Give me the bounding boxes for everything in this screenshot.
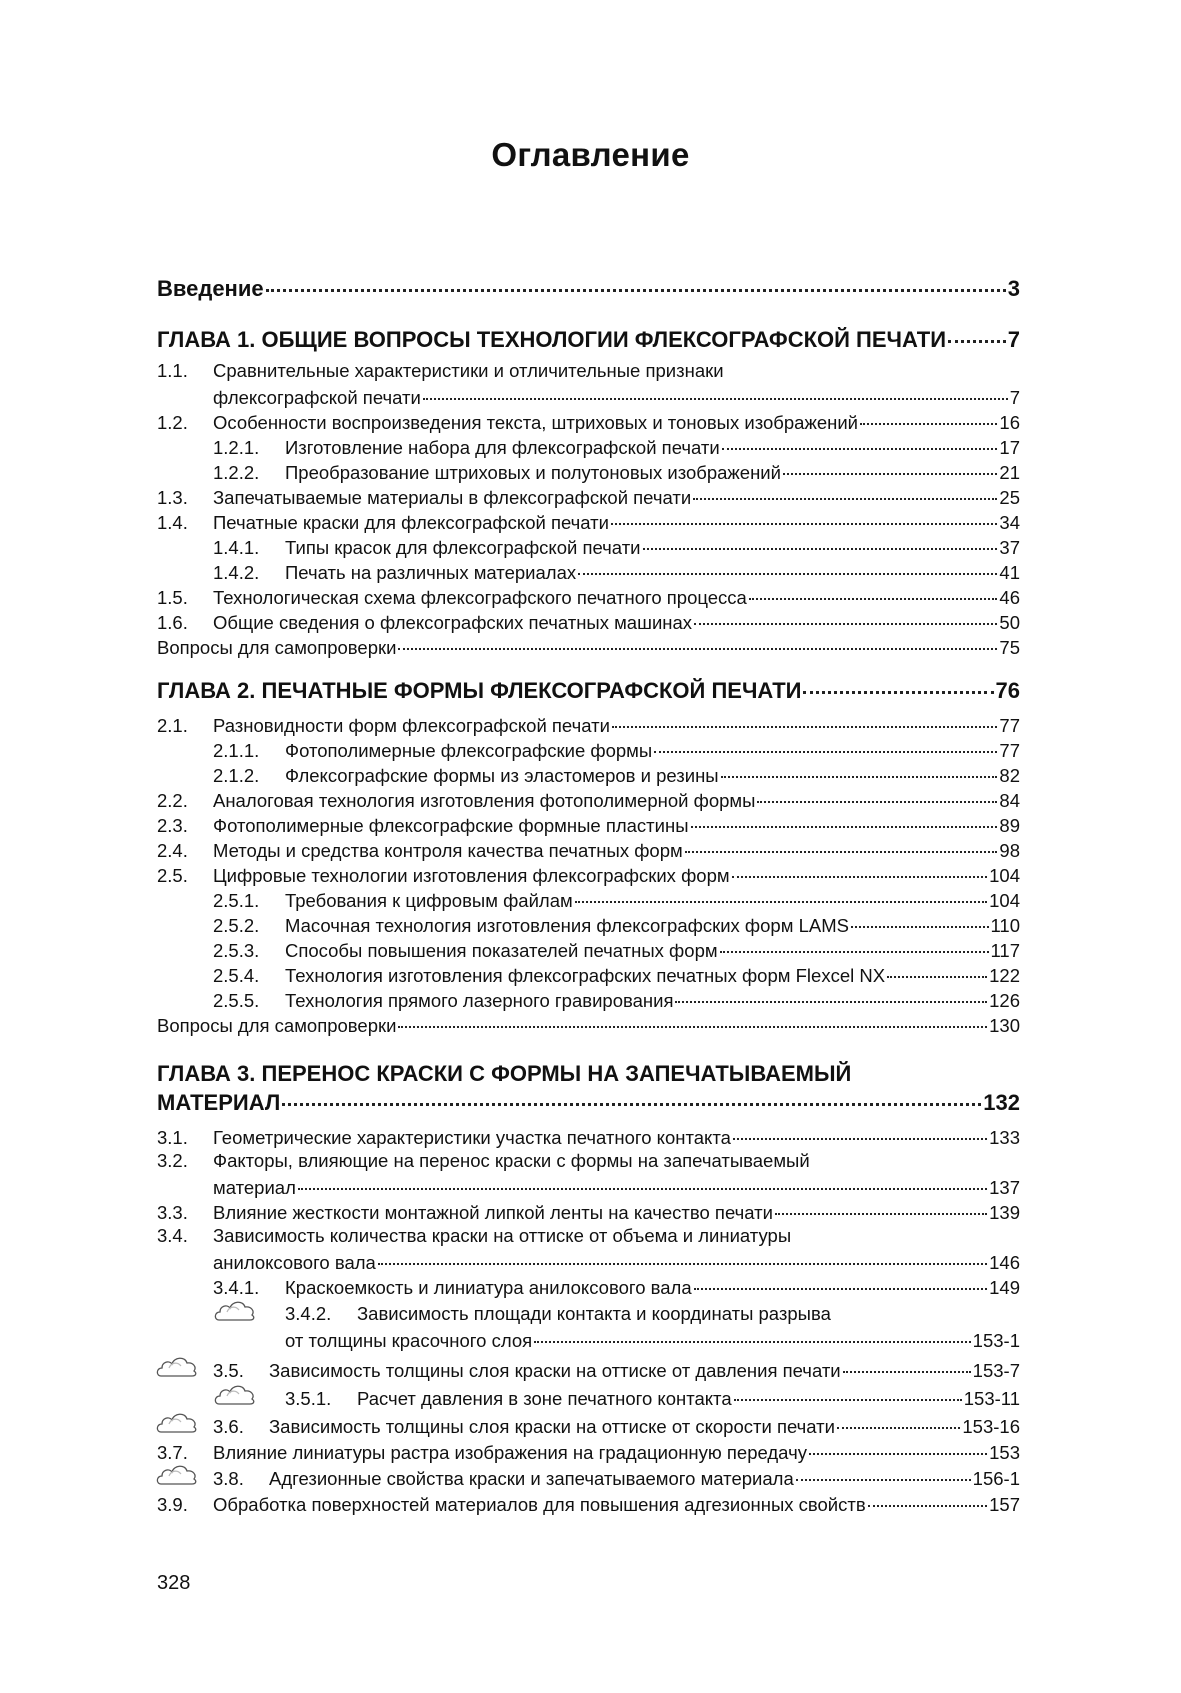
dot-leader [578,560,997,579]
toc-entry-questions-1[interactable]: Вопросы для самопроверки 75 [157,636,1020,658]
dot-leader [693,485,997,504]
dot-leader [851,913,989,932]
toc-entry-2-5-2[interactable]: 2.5.2. Масочная технология изготовления флексографских форм LAMS 110 [213,914,1020,936]
dot-leader [775,1200,987,1219]
dot-leader [266,274,1006,296]
toc-entry-1-1-cont[interactable]: флексографской печати 7 [213,386,1020,408]
dot-leader [612,713,997,732]
dot-leader [298,1175,987,1194]
dot-leader [948,325,1006,347]
toc-entry-2-1-2[interactable]: 2.1.2. Флексографские формы из эластомеров и резины 82 [213,764,1020,786]
dot-leader [809,1440,987,1459]
toc-entry-1-4-2[interactable]: 1.4.2. Печать на различных материалах 41 [213,561,1020,583]
toc-entry-1-6[interactable]: 1.6. Общие сведения о флексографских печатных машинах 50 [157,611,1020,633]
dot-leader [733,1125,987,1144]
toc-entry-3-4[interactable]: 3.4. Зависимость количества краски на оттиске от объема и линиатуры [157,1225,792,1246]
dot-leader [423,385,1008,404]
dot-leader [643,535,998,554]
dot-leader [575,888,987,907]
toc-entry-3-5[interactable]: 3.5. Зависимость толщины слоя краски на оттиске от давления печати 153-7 [213,1359,1020,1381]
dot-leader [843,1358,971,1377]
dot-leader [868,1492,987,1511]
dot-leader [691,813,998,832]
toc-entry-3-2[interactable]: 3.2. Факторы, влияющие на перенос краски с формы на запечатываемый [157,1150,810,1171]
dot-leader [694,1275,988,1294]
toc-entry-intro[interactable]: Введение 3 [157,276,1020,301]
toc-entry-1-2-1[interactable]: 1.2.1. Изготовление набора для флексографской печати 17 [213,436,1020,458]
toc-entry-2-5-1[interactable]: 2.5.1. Требования к цифровым файлам 104 [213,889,1020,911]
toc-entry-3-5-1[interactable]: 3.5.1. Расчет давления в зоне печатного контакта 153-11 [285,1387,1020,1409]
toc-entry-1-2-2[interactable]: 1.2.2. Преобразование штриховых и полутоновых изображений 21 [213,461,1020,483]
toc-entry-2-2[interactable]: 2.2. Аналоговая технология изготовления фотополимерной формы 84 [157,789,1020,811]
dot-leader [757,788,997,807]
toc-entry-3-8[interactable]: 3.8. Адгезионные свойства краски и запечатываемого материала 156-1 [213,1467,1020,1489]
toc-entry-3-4-1[interactable]: 3.4.1. Краскоемкость и линиатура анилоксового вала 149 [213,1276,1020,1298]
dot-leader [749,585,998,604]
toc-entry-2-5[interactable]: 2.5. Цифровые технологии изготовления флексографских форм 104 [157,864,1020,886]
toc-entry-3-2-cont[interactable]: материал 137 [213,1176,1020,1198]
dot-leader [534,1328,971,1347]
dot-leader [734,1386,962,1405]
toc-entry-2-3[interactable]: 2.3. Фотополимерные флексографские формные пластины 89 [157,814,1020,836]
toc-entry-1-4[interactable]: 1.4. Печатные краски для флексографской печати 34 [157,511,1020,533]
page-title: Оглавление [491,136,690,173]
toc-entry-3-7[interactable]: 3.7. Влияние линиатуры растра изображения на градационную передачу 153 [157,1441,1020,1463]
toc-chapter-3-cont[interactable]: МАТЕРИАЛ 132 [157,1090,1020,1115]
dot-leader [694,610,997,629]
dot-leader [654,738,997,757]
toc-entry-2-5-5[interactable]: 2.5.5. Технология прямого лазерного гравирования 126 [213,989,1020,1011]
dot-leader [685,838,998,857]
dot-leader [860,410,997,429]
dot-leader [722,435,998,454]
dot-leader [720,938,989,957]
toc-entry-3-6[interactable]: 3.6. Зависимость толщины слоя краски на оттиске от скорости печати 153-16 [213,1415,1020,1437]
toc-entry-1-5[interactable]: 1.5. Технологическая схема флексографского печатного процесса 46 [157,586,1020,608]
dot-leader [721,763,998,782]
dot-leader [887,963,987,982]
toc-chapter-1[interactable]: ГЛАВА 1. ОБЩИЕ ВОПРОСЫ ТЕХНОЛОГИИ ФЛЕКСОГРАФСКОЙ ПЕЧАТИ 7 [157,327,1020,352]
toc-entry-2-1-1[interactable]: 2.1.1. Фотополимерные флексографские формы 77 [213,739,1020,761]
toc-entry-3-4-2-cont[interactable]: от толщины красочного слоя 153-1 [285,1329,1020,1351]
dot-leader [675,988,987,1007]
dot-leader [837,1414,960,1433]
toc-entry-1-3[interactable]: 1.3. Запечатываемые материалы в флексографской печати 25 [157,486,1020,508]
toc-entry-3-4-2[interactable]: 3.4.2. Зависимость площади контакта и координаты разрыва [285,1303,831,1324]
toc-entry-3-3[interactable]: 3.3. Влияние жесткости монтажной липкой ленты на качество печати 139 [157,1201,1020,1223]
page-number: 328 [157,1572,191,1594]
toc-entry-2-4[interactable]: 2.4. Методы и средства контроля качества печатных форм 98 [157,839,1020,861]
toc-entry-3-1[interactable]: 3.1. Геометрические характеристики участка печатного контакта 133 [157,1126,1020,1148]
dot-leader [398,1013,987,1032]
dot-leader [611,510,997,529]
toc-entry-2-5-4[interactable]: 2.5.4. Технология изготовления флексографских печатных форм Flexcel NX 122 [213,964,1020,986]
toc-entry-2-5-3[interactable]: 2.5.3. Способы повышения показателей печатных форм 117 [213,939,1020,961]
dot-leader [796,1466,971,1485]
toc-entry-1-2[interactable]: 1.2. Особенности воспроизведения текста, штриховых и тоновых изображений 16 [157,411,1020,433]
dot-leader [783,460,997,479]
toc-entry-3-9[interactable]: 3.9. Обработка поверхностей материалов для повышения адгезионных свойств 157 [157,1493,1020,1515]
toc-entry-2-1[interactable]: 2.1. Разновидности форм флексографской печати 77 [157,714,1020,736]
toc-chapter-2[interactable]: ГЛАВА 2. ПЕЧАТНЫЕ ФОРМЫ ФЛЕКСОГРАФСКОЙ ПЕЧАТИ 76 [157,678,1020,703]
dot-leader [398,635,997,654]
dot-leader [732,863,988,882]
toc-entry-1-4-1[interactable]: 1.4.1. Типы красок для флексографской печати 37 [213,536,1020,558]
toc-entry-3-4-cont[interactable]: анилоксового вала 146 [213,1251,1020,1273]
toc-entry-questions-2[interactable]: Вопросы для самопроверки 130 [157,1014,1020,1036]
dot-leader [378,1250,987,1269]
dot-leader [803,676,993,698]
toc-entry-1-1[interactable]: 1.1. Сравнительные характеристики и отличительные признаки [157,360,724,381]
toc-chapter-3[interactable]: ГЛАВА 3. ПЕРЕНОС КРАСКИ С ФОРМЫ НА ЗАПЕЧАТЫВАЕМЫЙ [157,1061,852,1086]
dot-leader [282,1088,981,1110]
